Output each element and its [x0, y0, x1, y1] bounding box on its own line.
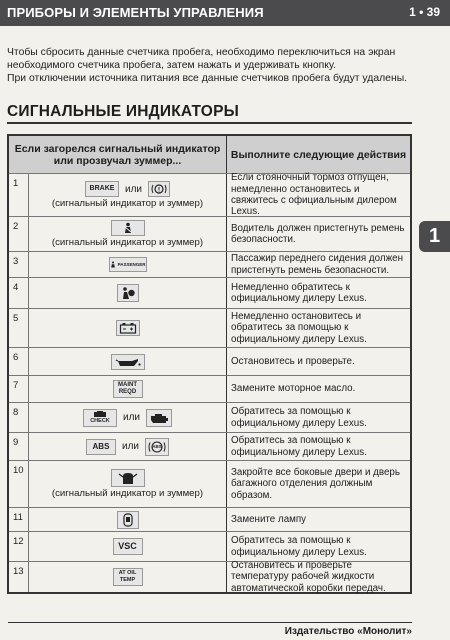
indicator-note: (сигнальный индикатор и зуммер): [51, 198, 204, 209]
action-cell: Если стояночный тормоз отпущен, немедленно остановитесь и свяжитесь с официальным дилером Lexus.: [231, 172, 397, 218]
action-cell: Пассажир переднего сидения должен пристегнуть ремень безопасности.: [231, 253, 403, 276]
indicator-cell: [29, 309, 227, 347]
row-number: 6: [9, 348, 29, 375]
footer-divider: [8, 622, 412, 623]
action-cell: Замените лампу: [231, 513, 307, 525]
indicator-cell: [29, 433, 227, 460]
table-row: [9, 460, 410, 507]
table-row: [9, 402, 410, 432]
row-number: 10: [9, 461, 29, 507]
srs-airbag-icon: [117, 284, 139, 302]
action-cell: Немедленно обратитесь к официальному дилеру Lexus.: [231, 281, 367, 304]
column-header-indicator: Если загорелся сигнальный индикатор или прозвучал зуммер...: [9, 136, 227, 173]
or-text: или: [121, 441, 139, 452]
section-title: СИГНАЛЬНЫЕ ИНДИКАТОРЫ: [7, 103, 239, 120]
intro-paragraph: При отключении источника питания все данные счетчиков пробега будут удалены.: [7, 73, 408, 84]
indicator-cell: [29, 217, 227, 251]
row-number: 1: [9, 174, 29, 216]
row-number: 5: [9, 309, 29, 347]
passenger-seatbelt-icon: PASSENGER: [109, 257, 147, 272]
table-row: [9, 173, 410, 216]
seatbelt-icon: [111, 220, 145, 236]
column-header-action: Выполните следующие действия: [230, 148, 407, 161]
abs-circle-icon: ABS: [145, 438, 169, 456]
action-cell: Обратитесь за помощью к официальному дилеру Lexus.: [231, 435, 367, 458]
maint-reqd-icon: MAINT REQD: [113, 380, 143, 398]
door-open-icon: [111, 469, 145, 487]
or-text: или: [124, 183, 142, 195]
table-row: [9, 216, 410, 251]
brake-circle-icon: [148, 181, 170, 197]
brake-warning-icon: BRAKE: [85, 181, 119, 197]
intro-paragraph: Чтобы сбросить данные счетчика пробега, необходимо переключиться на экран необходимого счетчика пробега, затем нажать и удерживать кнопку.: [7, 47, 396, 71]
action-cell: Немедленно остановитесь и обратитесь за помощью к официальному дилеру Lexus.: [231, 310, 367, 345]
row-number: 9: [9, 433, 29, 460]
row-number: 7: [9, 376, 29, 402]
table-row: [9, 347, 410, 375]
table-row: [9, 561, 410, 592]
indicator-note: (сигнальный индикатор и зуммер): [51, 488, 204, 499]
row-number: 13: [9, 562, 29, 592]
indicator-cell: [29, 508, 227, 531]
indicator-cell: [29, 174, 227, 216]
table-row: [9, 507, 410, 531]
check-engine-icon: CHECK: [83, 409, 117, 427]
row-number: 4: [9, 278, 29, 308]
table-row: [9, 277, 410, 308]
action-cell: Обратитесь за помощью к официальному дилеру Lexus.: [231, 535, 367, 558]
row-number: 11: [9, 508, 29, 531]
action-cell: Обратитесь за помощью к официальному дилеру Lexus.: [231, 406, 367, 429]
lamp-failure-icon: [117, 511, 139, 529]
intro-text: [7, 46, 412, 85]
vsc-icon: VSC: [113, 538, 143, 555]
indicator-cell: [29, 532, 227, 561]
indicator-table: [7, 134, 412, 594]
svg-text:!: !: [158, 187, 160, 194]
page-number: 1 • 39: [409, 5, 440, 19]
indicator-cell: [29, 403, 227, 432]
table-row: [9, 375, 410, 402]
or-text: или: [122, 412, 140, 423]
indicator-cell: [29, 348, 227, 375]
indicator-cell: [29, 562, 227, 592]
indicator-cell: [29, 252, 227, 277]
page-header: [0, 0, 450, 26]
indicator-cell: [29, 376, 227, 402]
row-number: 8: [9, 403, 29, 432]
action-cell: Остановитесь и проверьте.: [231, 355, 355, 367]
engine-icon: [146, 409, 172, 427]
row-number: 2: [9, 217, 29, 251]
chapter-tab-marker: 1: [419, 221, 450, 252]
table-row: [9, 308, 410, 347]
battery-charge-icon: [116, 320, 140, 336]
oil-pressure-icon: [111, 354, 145, 370]
table-header: [9, 136, 410, 174]
table-row: [9, 251, 410, 277]
at-oil-temp-icon: AT OIL TEMP: [113, 568, 143, 586]
abs-text-icon: ABS: [86, 439, 116, 455]
action-cell: Замените моторное масло.: [231, 383, 356, 395]
action-cell: Остановитесь и проверьте температуру рабочей жидкости автоматической коробки передач.: [231, 559, 386, 594]
row-number: 12: [9, 532, 29, 561]
action-cell: Закройте все боковые двери и дверь багажного отделения должным образом.: [231, 466, 400, 501]
table-row: [9, 432, 410, 460]
table-row: [9, 531, 410, 561]
indicator-note: (сигнальный индикатор и зуммер): [51, 237, 204, 248]
indicator-cell: [29, 278, 227, 308]
row-number: 3: [9, 252, 29, 277]
indicator-cell: [29, 461, 227, 507]
publisher-footer: Издательство «Монолит»: [284, 626, 412, 637]
action-cell: Водитель должен пристегнуть ремень безопасности.: [231, 222, 405, 245]
section-divider: [7, 122, 412, 124]
header-title: ПРИБОРЫ И ЭЛЕМЕНТЫ УПРАВЛЕНИЯ: [7, 5, 264, 20]
